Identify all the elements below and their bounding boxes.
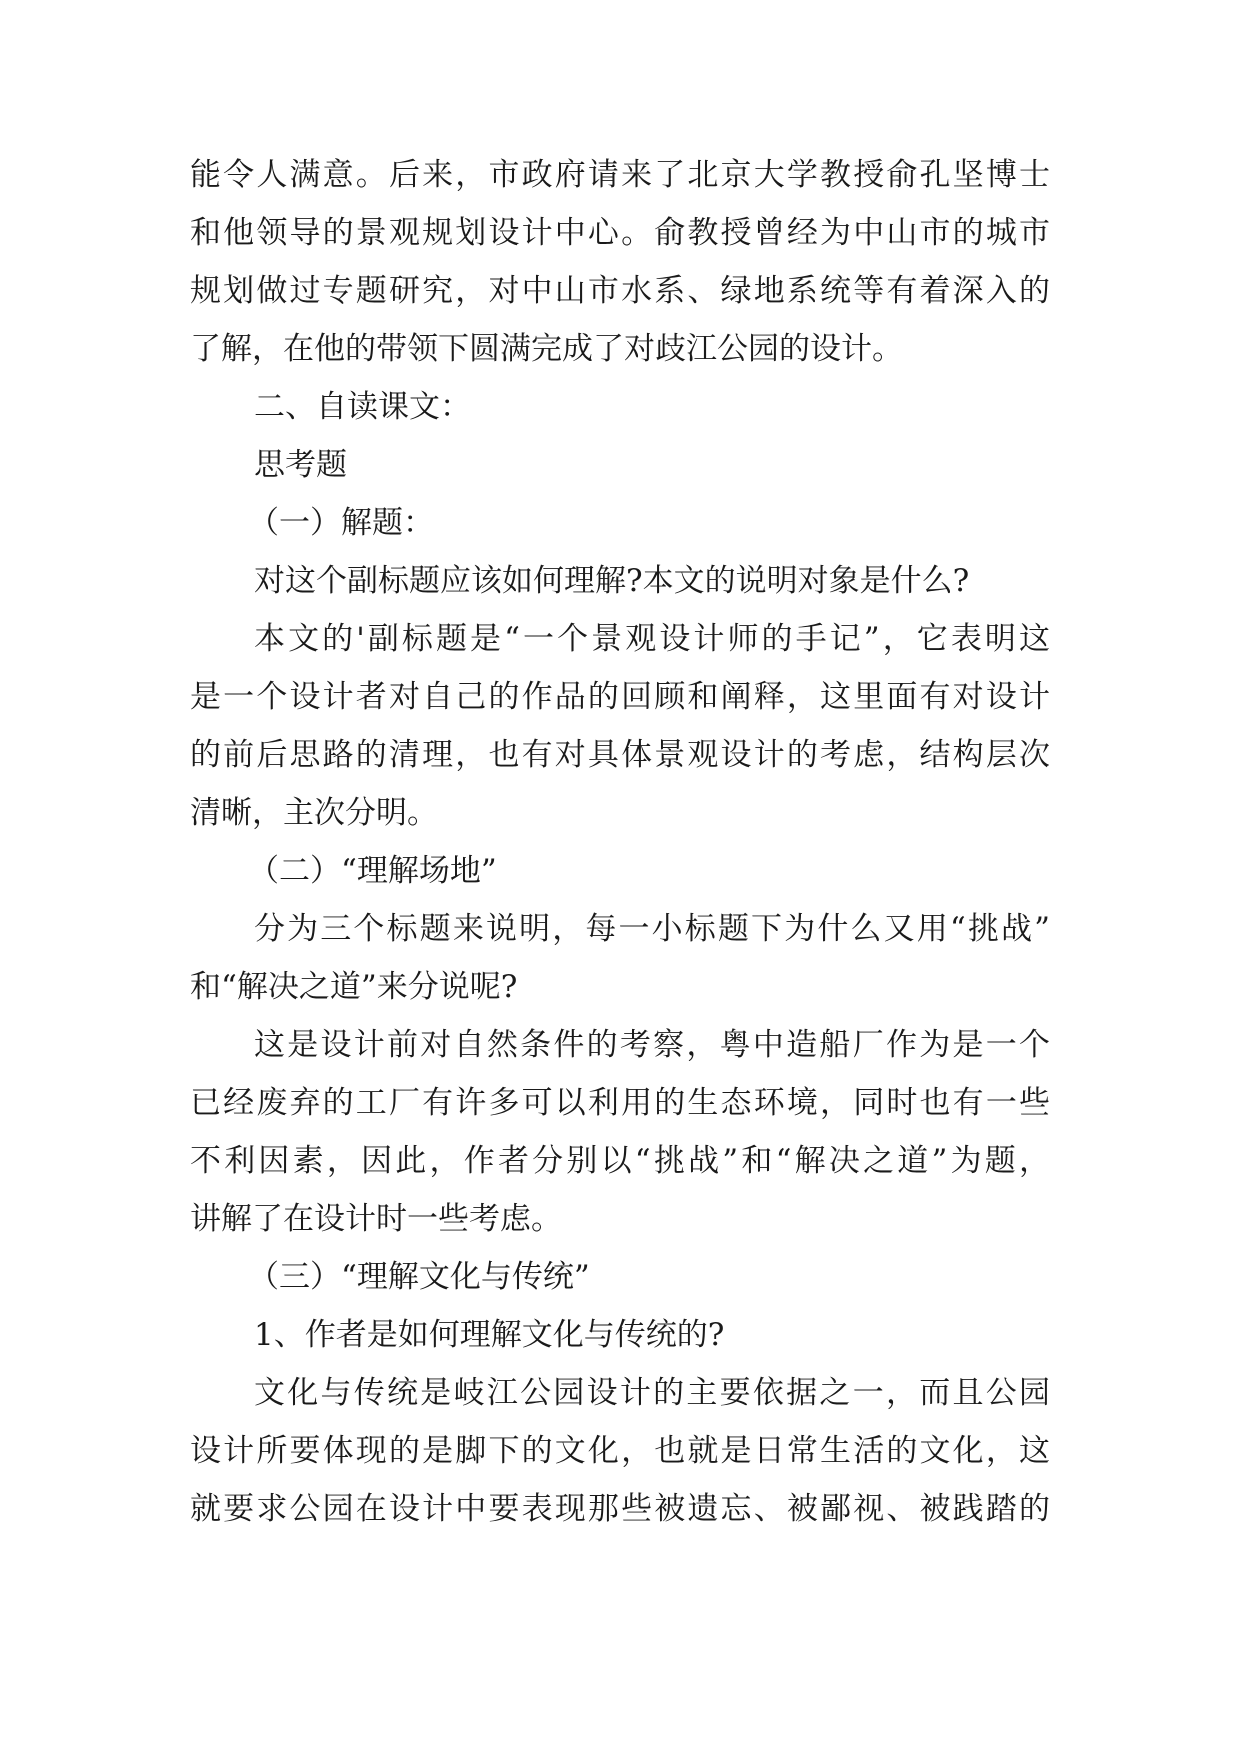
paragraph-line: 和他领导的景观规划设计中心。俞教授曾经为中山市的城市 xyxy=(190,215,1050,251)
paragraph-line: 已经废弃的工厂有许多可以利用的生态环境，同时也有一些 xyxy=(190,1085,1050,1121)
paragraph-line: 本文的'副标题是“一个景观设计师的手记”，它表明这 xyxy=(254,621,1050,657)
paragraph-line: 是一个设计者对自己的作品的回顾和阐释，这里面有对设计 xyxy=(190,679,1050,715)
question-line: 分为三个标题来说明，每一小标题下为什么又用“挑战” xyxy=(254,911,1050,947)
paragraph-line: 清晰，主次分明。 xyxy=(190,795,438,831)
paragraph-line: 这是设计前对自然条件的考察，粤中造船厂作为是一个 xyxy=(254,1027,1050,1063)
paragraph-line: 能令人满意。后来，市政府请来了北京大学教授俞孔坚博士 xyxy=(190,157,1050,193)
paragraph-line: 不利因素，因此，作者分别以“挑战”和“解决之道”为题， xyxy=(190,1143,1050,1179)
subheading: （二）“理解场地” xyxy=(248,853,497,889)
subheading: （三）“理解文化与传统” xyxy=(248,1259,590,1295)
paragraph-line: 讲解了在设计时一些考虑。 xyxy=(190,1201,562,1237)
question-line: 和“解决之道”来分说呢? xyxy=(190,969,518,1005)
subheading: （一）解题： xyxy=(248,505,434,541)
paragraph-line: 了解，在他的带领下圆满完成了对歧江公园的设计。 xyxy=(190,331,903,367)
paragraph-line: 设计所要体现的是脚下的文化，也就是日常生活的文化，这 xyxy=(190,1433,1050,1469)
paragraph-line: 的前后思路的清理，也有对具体景观设计的考虑，结构层次 xyxy=(190,737,1050,773)
paragraph-line: 规划做过专题研究，对中山市水系、绿地系统等有着深入的 xyxy=(190,273,1050,309)
question-line: 1、作者是如何理解文化与传统的? xyxy=(254,1317,725,1353)
paragraph-line: 就要求公园在设计中要表现那些被遗忘、被鄙视、被践踏的 xyxy=(190,1491,1050,1527)
section-heading: 二、自读课文： xyxy=(254,389,471,425)
subheading: 思考题 xyxy=(254,447,347,483)
paragraph-line: 文化与传统是岐江公园设计的主要依据之一，而且公园 xyxy=(254,1375,1050,1411)
document-body xyxy=(190,0,1050,1754)
question-line: 对这个副标题应该如何理解?本文的说明对象是什么? xyxy=(254,563,970,599)
